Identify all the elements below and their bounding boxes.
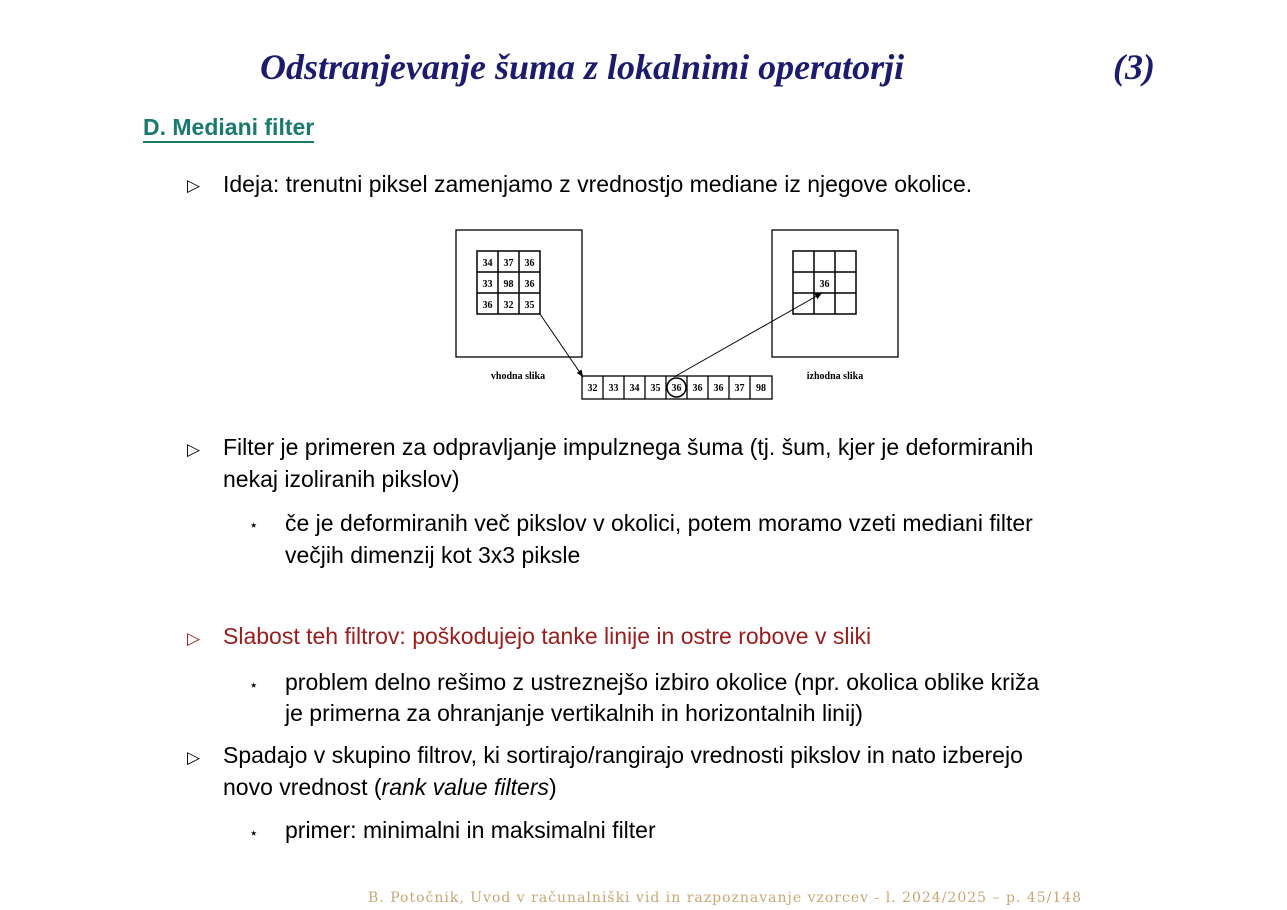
bullet-idea: Ideja: trenutni piksel zamenjamo z vrednostjo mediane iz njegove okolice.	[223, 171, 973, 197]
arrow-input-to-strip	[540, 314, 583, 377]
input-cell: 37	[503, 258, 514, 269]
sub-bullet-cross-line1: problem delno rešimo z ustreznejšo izbiro okolice (npr. okolica oblike križa	[285, 669, 1040, 695]
input-image-label: vhodna slika	[490, 371, 546, 382]
slide-number-label: (3)	[1113, 47, 1155, 87]
input-cell: 35	[524, 300, 535, 311]
sorted-cell: 36	[713, 383, 724, 394]
sorted-cell: 36	[692, 383, 703, 394]
input-cell: 36	[524, 258, 535, 269]
sub-bullet-cross-line2: je primerna za ohranjanje vertikalnih in horizontalnih linij)	[285, 700, 863, 726]
input-cell: 33	[482, 279, 493, 290]
sub-bullet-deformed-line1: če je deformiranih več pikslov v okolici, potem moramo vzeti mediani filter	[285, 510, 1033, 536]
output-cell: 36	[819, 279, 830, 290]
triangle-bullet-icon: ▷	[187, 176, 201, 195]
sub-bullet-deformed-line2: večjih dimenzij kot 3x3 piksle	[285, 542, 581, 568]
sorted-cell-median: 36	[671, 383, 682, 394]
bullet-weakness: Slabost teh filtrov: poškodujejo tanke linije in ostre robove v sliki	[223, 623, 872, 649]
footer-citation: B. Potočnik, Uvod v računalniški vid in razpoznavanje vzorcev - l. 2024/2025 – p. 45/148	[368, 890, 1083, 906]
bullet-impulse-line1: Filter je primeren za odpravljanje impulznega šuma (tj. šum, kjer je deformiranih	[223, 434, 1034, 460]
sorted-cell: 98	[756, 383, 766, 394]
star-bullet-icon: ⋆	[249, 677, 259, 694]
input-cell: 34	[482, 258, 493, 269]
sorted-cell: 34	[629, 383, 640, 394]
sorted-cell: 32	[587, 383, 598, 394]
median-filter-figure	[450, 225, 910, 405]
sorted-cell: 33	[608, 383, 619, 394]
bullet-rank-line2: novo vrednost (rank value filters)	[223, 774, 557, 800]
triangle-bullet-icon: ▷	[187, 748, 201, 767]
triangle-bullet-icon: ▷	[187, 629, 201, 648]
star-bullet-icon: ⋆	[249, 517, 259, 534]
input-cell: 36	[482, 300, 493, 311]
input-cell: 36	[524, 279, 535, 290]
input-cell: 98	[503, 279, 514, 290]
slide-title: Odstranjevanje šuma z lokalnimi operatorji	[260, 47, 905, 87]
bullet-impulse-line2: nekaj izoliranih pikslov)	[223, 466, 460, 492]
bullet-rank-line1: Spadajo v skupino filtrov, ki sortirajo/rangirajo vrednosti pikslov in nato izberejo	[223, 742, 1023, 768]
arrow-strip-to-output	[674, 293, 822, 377]
section-heading: D. Mediani filter	[143, 114, 314, 143]
sub-bullet-minmax: primer: minimalni in maksimalni filter	[285, 817, 656, 843]
input-cell: 32	[503, 300, 514, 311]
sorted-cell: 35	[650, 383, 661, 394]
sorted-cell: 37	[734, 383, 745, 394]
output-image-label: izhodna slika	[806, 371, 864, 382]
star-bullet-icon: ⋆	[249, 825, 259, 842]
triangle-bullet-icon: ▷	[187, 440, 201, 459]
